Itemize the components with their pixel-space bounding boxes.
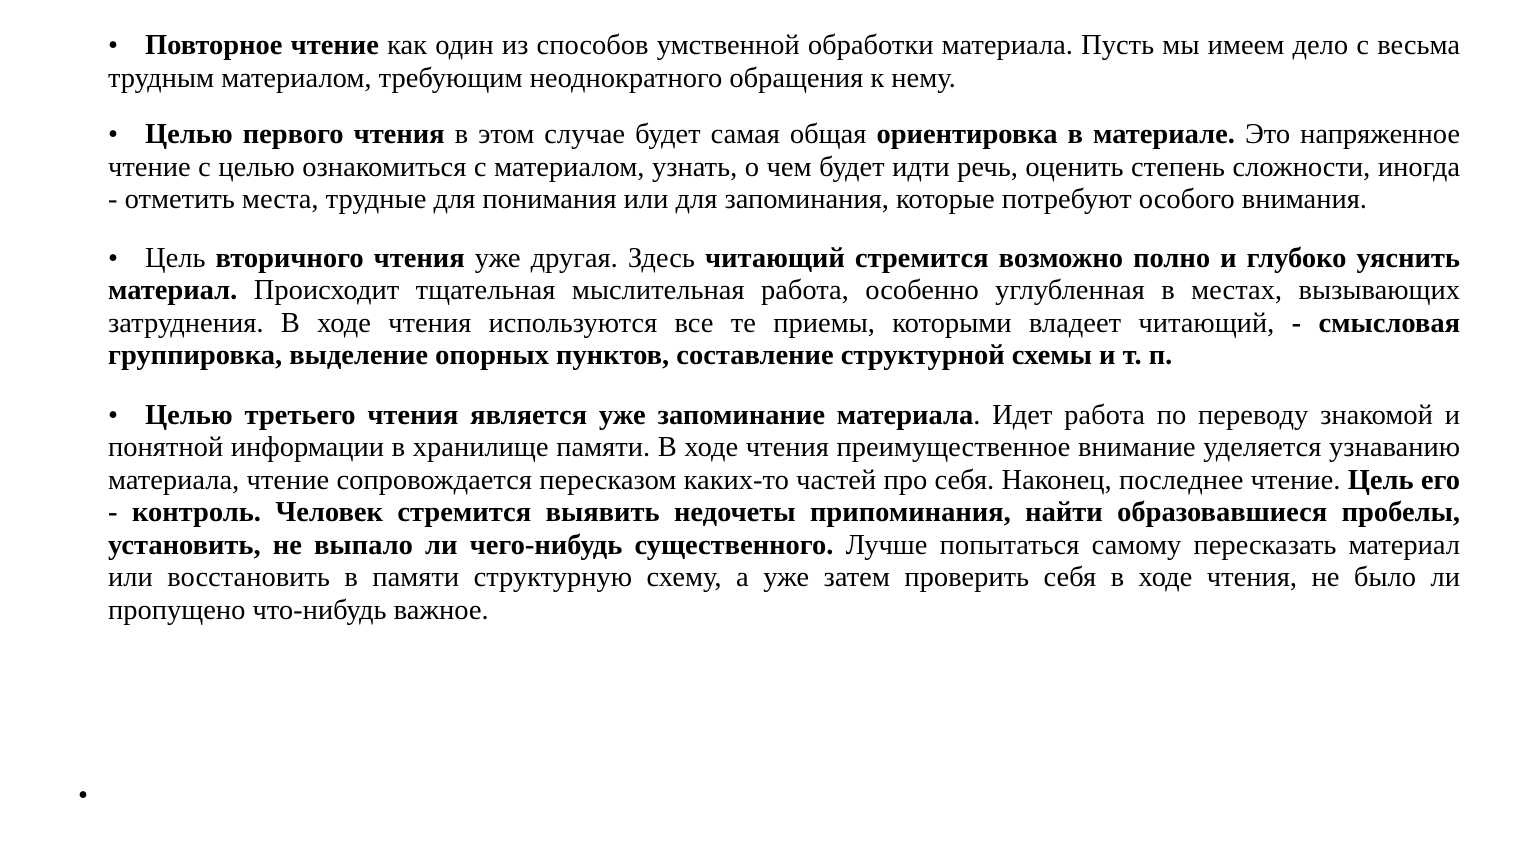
slide-body xyxy=(108,30,1460,651)
bullet-icon: • xyxy=(108,30,118,61)
bold-run: ориентировка в материале. xyxy=(876,119,1235,150)
bullet-icon: • xyxy=(108,399,118,431)
text-run: Это напряженное чтение с целью ознакомиться с материалом, узнать, о чем будет идти речь, оценить степень сложности, иногда - отметить места, трудные для понимания или для запоминания, которые потребуют особого внимания. xyxy=(108,119,1460,215)
empty-bullet-icon: • xyxy=(78,780,88,811)
bullet-paragraph-1 xyxy=(108,30,1460,95)
bold-run: Целью третьего чтения является уже запоминание материала xyxy=(145,399,974,431)
bullet-icon: • xyxy=(108,119,118,150)
bullet-paragraph-3 xyxy=(108,243,1460,373)
bold-run: Целью первого чтения xyxy=(145,119,445,150)
bold-run: читающий стремится возможно полно и глубоко уяснить материал. xyxy=(108,242,1460,306)
bold-run: Повторное чтение xyxy=(145,30,379,61)
text-run: Лучше попытаться самому пересказать материал или восстановить в памяти структурную схему, а уже затем проверить себя в ходе чтения, не было ли пропущено что-нибудь важное. xyxy=(108,529,1460,626)
bold-run: Цель его - контроль. Человек стремится выявить недочеты припоминания, найти образовавшиеся пробелы, установить, не выпало ли чего-нибудь существенного. xyxy=(108,464,1461,561)
text-run: в этом случае будет самая общая xyxy=(444,119,877,150)
text-run: Цель xyxy=(145,242,216,274)
text-run: Происходит тщательная мыслительная работа, особенно углубленная в местах, вызывающих затруднения. В ходе чтения используются все те приемы, которыми владеет читающий, xyxy=(108,275,1460,339)
text-run: . Идет работа по переводу знакомой и понятной информации в хранилище памяти. В ходе чтения преимущественное внимание уделяется узнаванию материала, чтение сопровождается пересказом каких-то частей про себя. Наконец, последнее чтение. xyxy=(108,399,1460,496)
bold-run: - смысловая группировка, выделение опорных пунктов, составление структурной схемы и т. п. xyxy=(108,307,1460,371)
text-run: уже другая. Здесь xyxy=(464,242,705,274)
bullet-icon: • xyxy=(108,242,118,274)
bullet-paragraph-2 xyxy=(108,119,1460,217)
bold-run: вторичного чтения xyxy=(215,242,465,274)
text-run: как один из способов умственной обработки материала. Пусть мы имеем дело с весьма трудным материалом, требующим неоднократного обращения к нему. xyxy=(108,30,1460,94)
bullet-paragraph-4 xyxy=(108,400,1460,628)
